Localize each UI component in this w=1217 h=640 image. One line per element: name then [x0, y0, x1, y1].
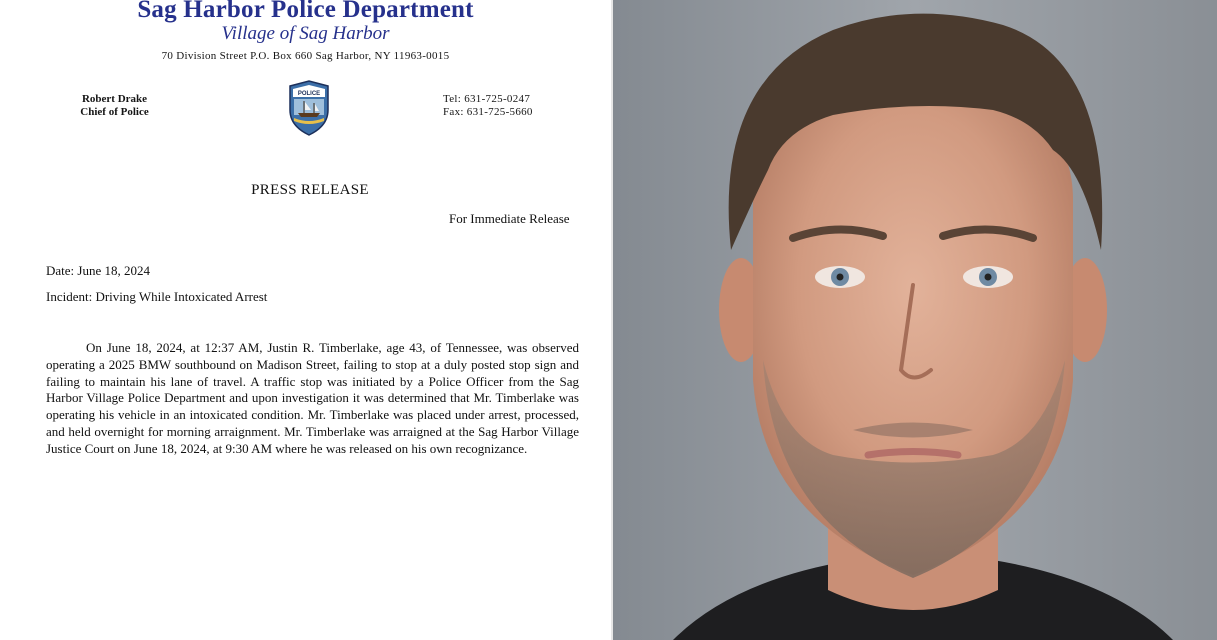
agency-name: Sag Harbor Police Department: [137, 0, 474, 23]
police-shield-icon: [286, 80, 332, 136]
fax: Fax: 631-725-5660: [443, 106, 533, 118]
telephone: Tel: 631-725-0247: [443, 93, 531, 105]
mugshot-illustration: [613, 0, 1217, 640]
chief-block: [62, 93, 167, 119]
release-note: For Immediate Release: [449, 211, 570, 226]
release-body: On June 18, 2024, at 12:37 AM, Justin R. Timberlake, age 43, of Tennessee, was observed operating a 2025 BMW southbound on Madison Street, failing to stop at a duly posted stop sign and failing to maintain his lane of travel. A traffic stop was initiated by a Police Officer from the Sag Harbor Village Police Department and upon investigation it was determined that Mr. Timberlake was operating his vehicle in an intoxicated condition. Mr. Timberlake was placed under arrest, processed, and held overnight for morning arraignment. Mr. Timberlake was arraigned at the Sag Harbor Village Justice Court on June 18, 2024, at 9:30 AM where he was released on his own recognizance.: [46, 340, 579, 456]
contact-block: [443, 93, 533, 119]
booking-photo: [613, 0, 1217, 640]
chief-title: Chief of Police: [80, 106, 149, 118]
agency-address: 70 Division Street P.O. Box 660 Sag Harbor, NY 11963-0015: [161, 50, 450, 62]
badge-label: POLICE: [297, 91, 321, 97]
press-release-title: PRESS RELEASE: [251, 182, 369, 198]
chief-name: Robert Drake: [81, 93, 148, 105]
incident-line: Incident: Driving While Intoxicated Arrest: [46, 289, 268, 304]
village-name: Village of Sag Harbor: [221, 23, 390, 44]
date-line: Date: June 18, 2024: [46, 263, 150, 278]
